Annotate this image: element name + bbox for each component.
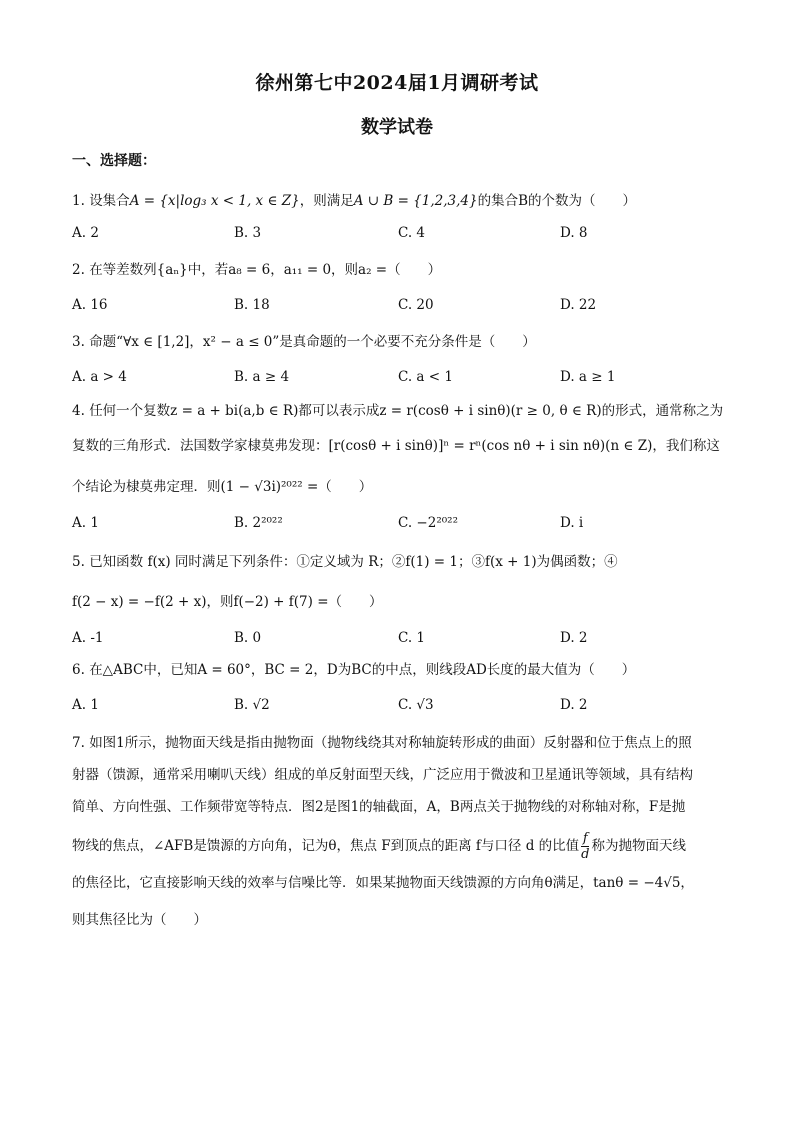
option-d[interactable]: D. 2: [560, 697, 588, 713]
question-3-options: [72, 369, 732, 387]
question-4-line-3: 个结论为棣莫弗定理．则(1 − √3i)²⁰²² =（ ）: [72, 479, 373, 495]
question-6-options: [72, 697, 732, 715]
option-b[interactable]: B. 2²⁰²²: [234, 515, 283, 531]
question-4-line-1: 4. 任何一个复数z = a + bi(a,b ∈ R)都可以表示成z = r(cosθ + i sinθ)(r ≥ 0, θ ∈ R)的形式，通常称之为: [72, 403, 724, 419]
option-c[interactable]: C. 4: [398, 225, 426, 241]
question-2: 2. 在等差数列{aₙ}中，若a₈ = 6，a₁₁ = 0，则a₂ =（ ）: [72, 262, 442, 278]
option-b[interactable]: B. a ≥ 4: [234, 369, 290, 385]
set-a-definition: A = {x|log₃ x < 1, x ∈ Z}: [129, 193, 300, 209]
question-6: 6. 在△ABC中，已知A = 60°，BC = 2，D为BC的中点，则线段AD长度的最大值为（ ）: [72, 662, 636, 678]
option-b[interactable]: B. 0: [234, 630, 262, 646]
question-5-line-1: 5. 已知函数 f(x) 同时满足下列条件：①定义域为 R；②f(1) = 1；③f(x + 1)为偶函数；④: [72, 554, 618, 570]
option-d[interactable]: D. i: [560, 515, 584, 531]
question-4-options: [72, 515, 732, 533]
question-1-options: [72, 225, 732, 243]
question-7-line-3: 简单、方向性强、工作频带宽等特点．图2是图1的轴截面，A，B两点关于抛物线的对称轴对称，F是抛: [72, 799, 686, 815]
option-c[interactable]: C. √3: [398, 697, 434, 713]
exam-title: 徐州第七中2024届1月调研考试: [255, 72, 539, 94]
question-7-line-5: 的焦径比，它直接影响天线的效率与信噪比等．如果某抛物面天线馈源的方向角θ满足，tanθ = −4√5，: [72, 875, 694, 891]
question-5-line-2: f(2 − x) = −f(2 + x)，则f(−2) + f(7) =（ ）: [72, 594, 383, 610]
question-7-line-4: 物线的焦点，∠AFB是馈源的方向角，记为θ，焦点 F到顶点的距离 f与口径 d 的比值 $\frac{f}{d}$ 称为抛物面天线: [72, 831, 686, 862]
question-7-line-6: 则其焦径比为（ ）: [72, 912, 207, 928]
option-d[interactable]: D. 22: [560, 297, 597, 313]
question-5-options: [72, 630, 732, 648]
question-1: 1. 设集合A = {x|log₃ x < 1, x ∈ Z}，则满足A ∪ B = {1,2,3,4}的集合B的个数为（ ）: [72, 193, 637, 209]
option-b[interactable]: B. 18: [234, 297, 270, 313]
union-condition: A ∪ B = {1,2,3,4}: [353, 193, 478, 209]
option-c[interactable]: C. 1: [398, 630, 426, 646]
exam-subtitle: 数学试卷: [361, 117, 433, 138]
option-a[interactable]: A. -1: [72, 630, 104, 646]
option-a[interactable]: A. 1: [72, 515, 99, 531]
focal-ratio-fraction: $\frac{f}{d}$: [581, 831, 590, 862]
option-b[interactable]: B. 3: [234, 225, 262, 241]
option-a[interactable]: A. 1: [72, 697, 99, 713]
option-d[interactable]: D. a ≥ 1: [560, 369, 616, 385]
option-d[interactable]: D. 8: [560, 225, 588, 241]
question-3: 3. 命题“∀x ∈ [1,2]，x² − a ≤ 0”是真命题的一个必要不充分条件是（ ）: [72, 334, 536, 350]
option-a[interactable]: A. a > 4: [72, 369, 127, 385]
option-a[interactable]: A. 2: [72, 225, 99, 241]
option-d[interactable]: D. 2: [560, 630, 588, 646]
section-heading: 一、选择题：: [72, 153, 156, 169]
question-7-line-1: 7. 如图1所示，抛物面天线是指由抛物面（抛物线绕其对称轴旋转形成的曲面）反射器和位于焦点上的照: [72, 735, 692, 751]
question-4-line-2: 复数的三角形式．法国数学家棣莫弗发现：[r(cosθ + i sinθ)]ⁿ = rⁿ(cos nθ + i sin nθ)(n ∈ Z)，我们称这: [72, 438, 720, 454]
option-a[interactable]: A. 16: [72, 297, 108, 313]
question-7-line-2: 射器（馈源，通常采用喇叭天线）组成的单反射面型天线，广泛应用于微波和卫星通讯等领域，具有结构: [72, 767, 693, 783]
option-c[interactable]: C. a < 1: [398, 369, 453, 385]
option-c[interactable]: C. 20: [398, 297, 434, 313]
option-c[interactable]: C. −2²⁰²²: [398, 515, 458, 531]
option-b[interactable]: B. √2: [234, 697, 270, 713]
question-2-options: [72, 297, 732, 315]
